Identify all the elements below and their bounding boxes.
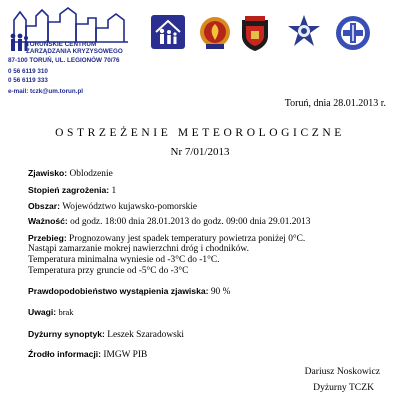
- org-phone-2: 0 56 6119 333: [8, 77, 48, 84]
- forecast-line-4: Temperatura przy gruncie od -5°C do -3°C: [28, 266, 189, 276]
- letterhead: [0, 0, 400, 100]
- document-title: OSTRZEŻENIE METEOROLOGICZNE: [55, 127, 345, 139]
- org-phone-1: 0 56 6119 310: [8, 68, 48, 75]
- forecast-line-3: Temperatura minimalna wyniesie od -3°C do -1°C.: [28, 255, 220, 265]
- org-name-line1: TORUŃSKIE CENTRUM: [26, 41, 97, 48]
- org-name-line2: ZARZĄDZANIA KRYZYSOWEGO: [26, 48, 123, 55]
- org-email: e-mail: tczk@um.torun.pl: [8, 88, 84, 95]
- field-forecaster: Dyżurny synoptyk: Leszek Szaradowski: [28, 329, 185, 340]
- forecast-line-2: Nastąpi zamarzanie mokrej nawierzchni dróg i chodników.: [28, 244, 249, 254]
- signature-role: Dyżurny TCZK: [313, 382, 374, 393]
- fire-brigade-emblem: [198, 14, 232, 52]
- field-probability: Prawdopodobieństwo wystąpienia zjawiska: 90 %: [28, 286, 231, 297]
- field-area: Obszar: Województwo kujawsko-pomorskie: [28, 201, 198, 212]
- city-police-emblem: [240, 14, 270, 52]
- signature-name: Dariusz Noskowicz: [304, 366, 380, 377]
- ambulance-emblem: [334, 14, 372, 52]
- document-number: Nr 7/01/2013: [170, 146, 230, 158]
- field-phenomenon: Zjawisko: Oblodzenie: [28, 168, 113, 179]
- family-shelter-icon: [150, 14, 186, 50]
- document-date: Toruń, dnia 28.01.2013 r.: [284, 98, 386, 109]
- field-level: Stopień zagrożenia: 1: [28, 185, 117, 196]
- police-star-emblem: [286, 14, 322, 50]
- field-remarks: Uwagi: brak: [28, 307, 74, 317]
- field-validity: Ważność: od godz. 18:00 dnia 28.01.2013 do godz. 09:00 dnia 29.01.2013: [28, 216, 311, 227]
- org-address: 87-100 TORUŃ, UL. LEGIONÓW 70/76: [8, 57, 120, 64]
- field-source: Źrodło informacji: IMGW PIB: [28, 349, 148, 360]
- field-forecast: Przebieg: Prognozowany jest spadek temperatury powietrza poniżej 0°C.: [28, 233, 306, 244]
